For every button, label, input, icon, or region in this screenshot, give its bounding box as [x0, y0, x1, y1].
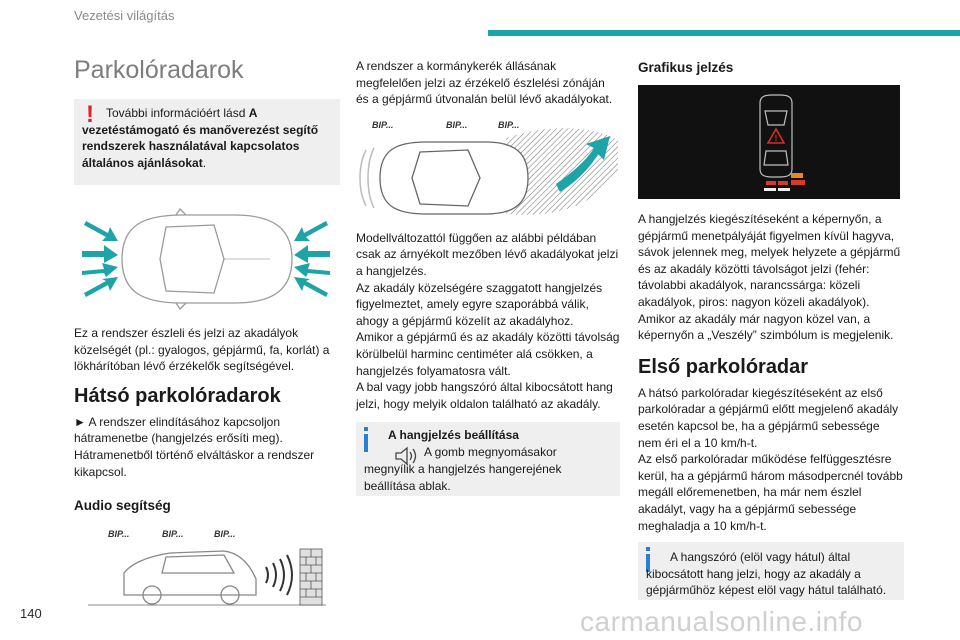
- arrow-icons: [82, 221, 330, 297]
- brick-wall-icon: [300, 549, 322, 605]
- front-radar-heading: Első parkolóradar: [638, 355, 809, 378]
- info-text: A gomb megnyomásakor megnyílik a hangjelzés hangerejének beállítása ablak.: [364, 445, 562, 493]
- svg-text:!: !: [774, 133, 778, 144]
- bip-label: BIP...: [108, 529, 130, 540]
- bip-label: BIP...: [498, 119, 520, 130]
- intro-text: Ez a rendszer észleli és jelzi az akadályok közelségét (pl.: gyalogos, gépjármű, fa, korlát) a lökhárítóban lévő érzékelők segítségével.: [74, 326, 330, 374]
- warning-box: [74, 99, 340, 185]
- audio-heading: Audio segítség: [74, 498, 171, 514]
- rear-radar-heading: Hátsó parkolóradarok: [74, 384, 281, 407]
- info-title: A hangjelzés beállítása: [388, 428, 519, 443]
- car-top-view: [122, 209, 292, 309]
- bip-label: BIP...: [162, 529, 184, 540]
- bip-label: BIP...: [214, 529, 236, 540]
- car-sensor-diagram: [74, 207, 338, 311]
- display-screen-image: [638, 85, 900, 199]
- column-3: [638, 50, 904, 600]
- car-top-view: [380, 142, 528, 214]
- motion-trail: [360, 148, 374, 208]
- col2-intro: A rendszer a kormánykerék állásának megfelelően jelzi az érzékelő észlelési zónáján és a gépjármű útvonalán belül lévő akadályokat.: [356, 59, 613, 107]
- rear-radar-text: ► A rendszer elindításához kapcsoljon hátramenetbe (hangjelzés erősíti meg). Hátramenetből történő elváltáskor a rendszer kikapcsol.: [74, 414, 315, 479]
- page-number: 140: [20, 606, 42, 621]
- column-1: [74, 50, 340, 615]
- exclamation-icon: !: [86, 101, 94, 128]
- graphic-heading: Grafikus jelzés: [638, 60, 734, 75]
- col2-body: Modellváltozattól függően az alábbi példában csak az árnyékolt mezőben lévő akadályokat jelzi a hangjelzés. Az akadály közelségére szaggatott hangjelzés figyelmeztet, amely egyre szaporábbá válik, ahogy a gépjármű közelít az akadályhoz. Amikor a gépjármű és az akadály közötti távolság körülbelül harminc centiméter alá csökken, a hangjelzés folyamatosra vált. A bal vagy jobb hangszóró által kibocsátott hang jelzi, hogy melyik oldalon található az akadály.: [356, 230, 620, 411]
- speaker-info-box: [638, 542, 904, 600]
- page-title: Parkolóradarok: [74, 56, 244, 84]
- column-2: [356, 50, 620, 496]
- steering-detection-diagram: [356, 114, 620, 222]
- bip-label: BIP...: [446, 119, 468, 130]
- header-section: Vezetési világítás: [74, 8, 175, 23]
- bip-label: BIP...: [372, 119, 394, 130]
- info-text: A hangszóró (elöl vagy hátul) által kibocsátott hang jelzi, hogy az akadály a gépjárműhöz képest elöl vagy hátul található.: [646, 550, 887, 598]
- header-accent-bar: [488, 30, 960, 36]
- audio-diagram: [74, 523, 340, 615]
- sound-settings-info-box: [356, 422, 620, 496]
- car-side-view: [124, 551, 256, 604]
- warning-text: További információért lásd A vezetéstámogató és manőverezést segítő rendszerek használatával kapcsolatos általános ajánlásokat.: [82, 106, 319, 170]
- sound-wave-icon: [266, 555, 292, 595]
- front-radar-text: A hátsó parkolóradar kiegészítéseként az első parkolóradar a gépjármű előtt megjelenő akadály esetén kapcsol be, ha a gépjármű sebessége nem éri el a 10 km/h-t. Az első parkolóradar működése felfüggesztésre kerül, ha a gépjármű három másodpercnél tovább megáll előremenetben, ha már nem észlel akadályt, vagy ha a gépjármű sebessége meghaladja a 10 km/h-t.: [638, 385, 903, 533]
- watermark: carmanualsonline.info: [580, 606, 863, 637]
- graphic-text: A hangjelzés kiegészítéseként a képernyőn, a gépjármű menetpályáját figyelmen kívül hagyva, sávok jelennek meg, melyek helyzete a gépjármű és az akadály közötti távolságot jelzi (fehér: távolabbi akadályok, narancssárga: közeli akadályok, piros: nagyon közeli akadályok). Amikor az akadály már nagyon közel van, a képernyőn a „Veszély” szimbólum is megjelenik.: [638, 212, 901, 343]
